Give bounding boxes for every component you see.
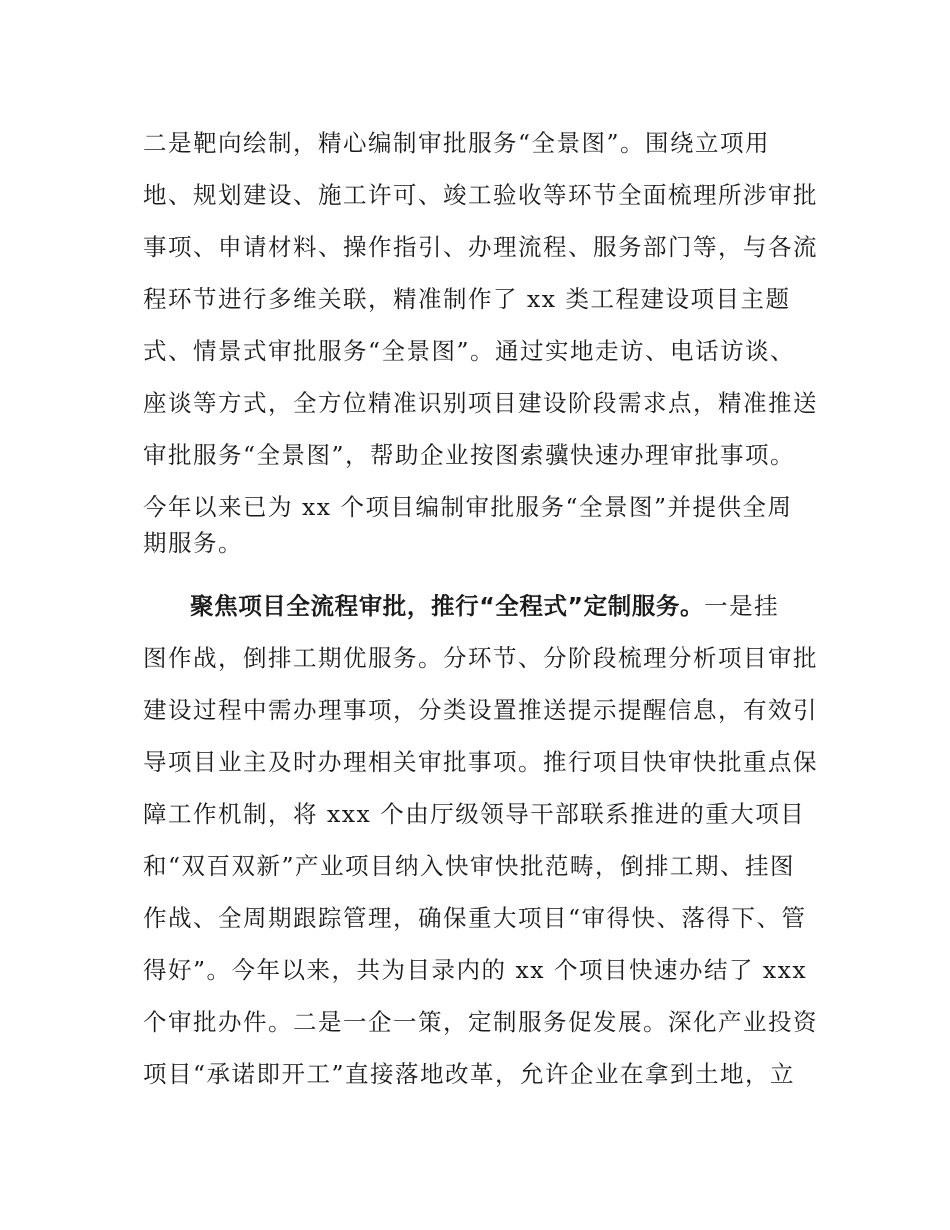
paragraph-2-line-7: 作战、全周期跟踪管理，确保重大项目“审得快、落得下、管: [143, 904, 807, 932]
paragraph-1-line-4: 程环节进行多维关联，精准制作了 xx 类工程建设项目主题: [143, 285, 791, 313]
paragraph-2-line-3: 建设过程中需办理事项，分类设置推送提示提醒信息，有效引: [143, 696, 818, 724]
paragraph-2-heading: 聚焦项目全流程审批，推行“全程式”定制服务。: [190, 592, 705, 620]
paragraph-1-line-5: 式、情景式审批服务“全景图”。通过实地走访、电话访谈、: [143, 337, 796, 365]
paragraph-2-line-10: 项目“承诺即开工”直接落地改革，允许企业在拿到土地，立: [143, 1060, 796, 1088]
paragraph-2-first-line-rest: 一是挂: [704, 592, 780, 620]
paragraph-1-line-9: 期服务。: [143, 529, 243, 557]
paragraph-2-line-2: 图作战，倒排工期优服务。分环节、分阶段梳理分析项目审批: [143, 644, 818, 672]
paragraph-1-line-1: 二是靶向绘制，精心编制审批服务“全景图”。围绕立项用: [143, 129, 771, 157]
paragraph-2-line-9: 个审批办件。二是一企一策，定制服务促发展。深化产业投资: [143, 1008, 818, 1036]
paragraph-1-line-6: 座谈等方式，全方位精准识别项目建设阶段需求点，精准推送: [143, 389, 818, 417]
paragraph-1-line-8: 今年以来已为 xx 个项目编制审批服务“全景图”并提供全周: [143, 493, 793, 521]
paragraph-1-line-7: 审批服务“全景图”，帮助企业按图索骥快速办理审批事项。: [143, 441, 796, 469]
paragraph-2-line-5: 障工作机制，将 xxx 个由厅级领导干部联系推进的重大项目: [143, 800, 806, 828]
paragraph-2-line-6: 和“双百双新”产业项目纳入快审快批范畴，倒排工期、挂图: [143, 852, 796, 880]
paragraph-1-line-3: 事项、申请材料、操作指引、办理流程、服务部门等，与各流: [143, 233, 818, 261]
paragraph-2-line-8: 得好”。今年以来，共为目录内的 xx 个项目快速办结了 xxx: [143, 956, 808, 984]
paragraph-2-line-4: 导项目业主及时办理相关审批事项。推行项目快审快批重点保: [143, 748, 818, 776]
paragraph-1-line-2: 地、规划建设、施工许可、竣工验收等环节全面梳理所涉审批: [143, 181, 818, 209]
paragraph-2-line-1: [190, 591, 779, 621]
